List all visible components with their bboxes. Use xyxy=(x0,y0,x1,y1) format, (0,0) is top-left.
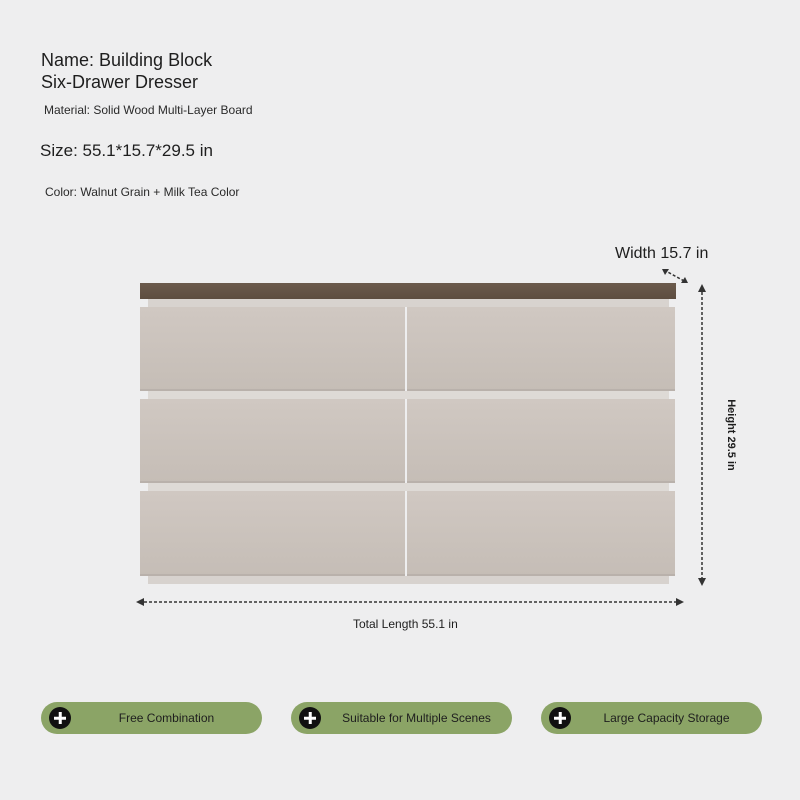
feature-label: Large Capacity Storage xyxy=(603,711,730,725)
width-label: Width 15.7 in xyxy=(615,245,709,262)
plus-icon xyxy=(299,707,321,729)
color-text: Color: Walnut Grain + Milk Tea Color xyxy=(45,185,240,199)
plus-icon xyxy=(549,707,571,729)
width-arrow xyxy=(660,266,692,286)
material-text: Material: Solid Wood Multi-Layer Board xyxy=(44,103,253,117)
walnut-top-board xyxy=(140,283,676,299)
feature-pill-free-combination xyxy=(41,702,262,734)
drawer-top-right xyxy=(407,307,675,391)
drawer-gap-1 xyxy=(148,391,669,399)
height-arrow xyxy=(694,284,710,586)
length-label: Total Length 55.1 in xyxy=(353,617,458,631)
top-shadow-strip xyxy=(148,299,669,307)
drawer-gap-2 xyxy=(148,483,669,491)
feature-pill-multiple-scenes xyxy=(291,702,512,734)
feature-label: Suitable for Multiple Scenes xyxy=(342,711,491,725)
product-name-line2: Six-Drawer Dresser xyxy=(41,72,199,92)
length-arrow xyxy=(136,596,684,608)
drawer-bottom-right xyxy=(407,491,675,576)
size-text: Size: 55.1*15.7*29.5 in xyxy=(40,141,213,160)
feature-pill-large-capacity xyxy=(541,702,762,734)
height-label: Height 29.5 in xyxy=(725,399,737,471)
drawer-top-left xyxy=(140,307,405,391)
dresser-base xyxy=(148,576,669,584)
drawer-middle-right xyxy=(407,399,675,483)
product-name-line1: Name: Building Block xyxy=(41,50,213,70)
feature-label: Free Combination xyxy=(118,711,215,725)
plus-icon xyxy=(49,707,71,729)
drawer-middle-left xyxy=(140,399,405,483)
drawer-bottom-left xyxy=(140,491,405,576)
